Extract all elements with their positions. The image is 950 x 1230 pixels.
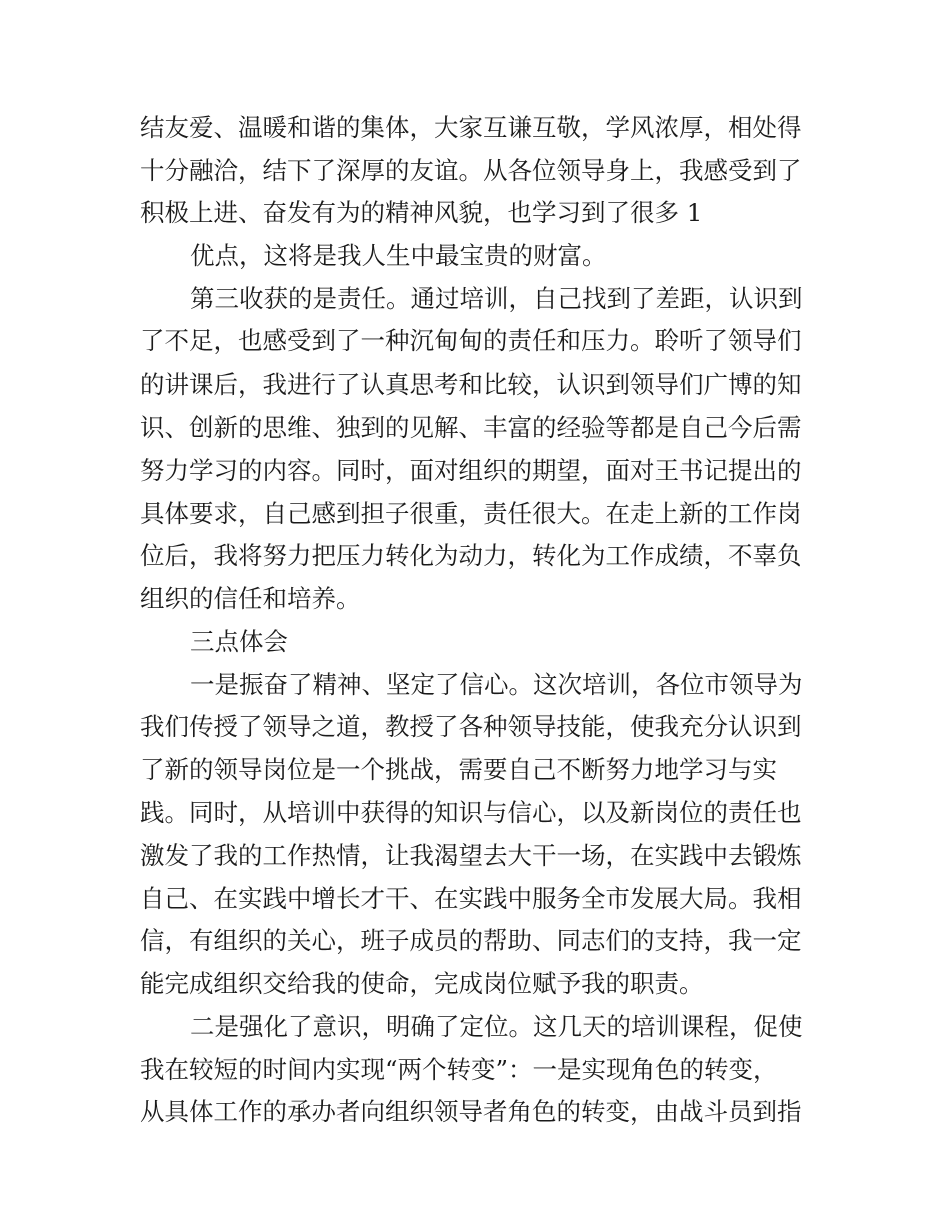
paragraph-first-line: 二是强化了意识，明确了定位。这几天的培训课程，促使 xyxy=(190,1012,803,1041)
text-line: 组织的信任和培养。 xyxy=(140,584,361,613)
section-heading: 三点体会 xyxy=(190,627,288,656)
text-line: 积极上进、奋发有为的精神风貌，也学习到了很多 1 xyxy=(140,198,703,227)
text-line: 了新的领导岗位是一个挑战，需要自己不断努力地学习与实 xyxy=(140,755,777,784)
text-line: 能完成组织交给我的使命，完成岗位赋予我的职责。 xyxy=(140,969,704,998)
text-line: 的讲课后，我进行了认真思考和比较，认识到领导们广博的知 xyxy=(140,370,802,399)
text-line: 十分融洽，结下了深厚的友谊。从各位领导身上，我感受到了 xyxy=(140,156,802,185)
paragraph-first-line: 一是振奋了精神、坚定了信心。这次培训，各位市领导为 xyxy=(190,670,803,699)
text-line: 结友爱、温暖和谐的集体，大家互谦互敬，学风浓厚，相处得 xyxy=(140,113,802,142)
text-line: 了不足，也感受到了一种沉甸甸的责任和压力。聆听了领导们 xyxy=(140,326,802,355)
text-line: 识、创新的思维、独到的见解、丰富的经验等都是自己今后需 xyxy=(140,413,802,442)
text-line: 信，有组织的关心，班子成员的帮助、同志们的支持，我一定 xyxy=(140,926,802,955)
text-line: 位后，我将努力把压力转化为动力，转化为工作成绩，不辜负 xyxy=(140,541,802,570)
paragraph-first-line: 第三收获的是责任。通过培训，自己找到了差距，认识到 xyxy=(190,284,803,313)
text-line: 激发了我的工作热情，让我渴望去大干一场，在实践中去锻炼 xyxy=(140,841,802,870)
text-line: 努力学习的内容。同时，面对组织的期望，面对王书记提出的 xyxy=(140,456,802,485)
text-line: 我们传授了领导之道，教授了各种领导技能，使我充分认识到 xyxy=(140,712,802,741)
text-line: 具体要求，自己感到担子很重，责任很大。在走上新的工作岗 xyxy=(140,499,802,528)
text-line: 自己、在实践中增长才干、在实践中服务全市发展大局。我相 xyxy=(140,884,802,913)
text-line: 践。同时，从培训中获得的知识与信心，以及新岗位的责任也 xyxy=(140,798,802,827)
text-line: 从具体工作的承办者向组织领导者角色的转变，由战斗员到指 xyxy=(140,1097,802,1126)
text-line: 优点，这将是我人生中最宝贵的财富。 xyxy=(190,241,607,270)
text-line: 我在较短的时间内实现“两个转变”：一是实现角色的转变， xyxy=(140,1055,778,1084)
